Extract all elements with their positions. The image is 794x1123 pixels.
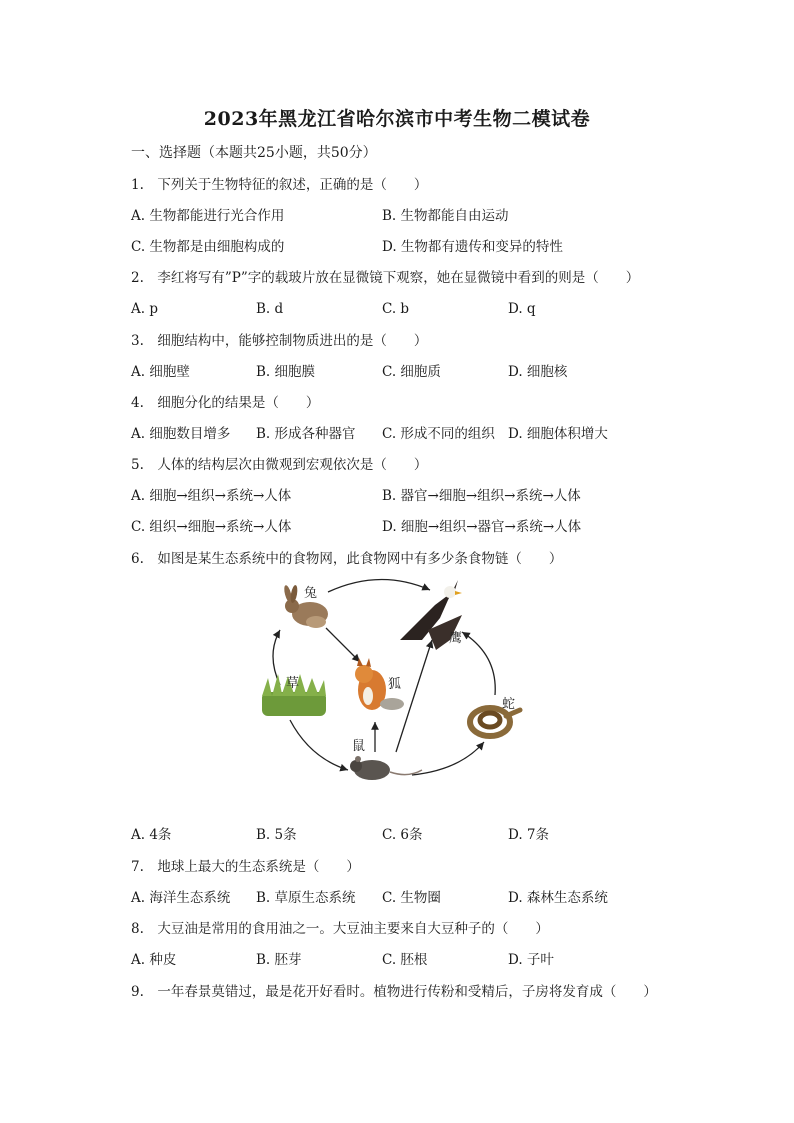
q8-option-a: A. 种皮 [131,952,177,968]
page-title: 2023年黑龙江省哈尔滨市中考生物二模试卷 [203,108,591,130]
q2-option-c: C. b [382,301,410,317]
question-2-stem: 2. 李红将写有”P”字的载玻片放在显微镜下观察，她在显微镜中看到的则是（ ） [131,270,640,286]
q3-option-a: A. 细胞壁 [131,364,190,380]
q8-option-b: B. 胚芽 [256,952,302,968]
label-mouse: 鼠 [352,739,366,754]
arrow-grass-rabbit [273,630,280,685]
q2-option-d: D. q [508,301,536,317]
q4-option-b: B. 形成各种器官 [256,426,356,442]
arrow-grass-mouse [290,720,348,770]
question-5-stem: 5. 人体的结构层次由微观到宏观依次是（ ） [131,457,428,473]
q3-option-b: B. 细胞膜 [256,364,316,380]
question-7-stem: 7. 地球上最大的生态系统是（ ） [131,859,360,875]
label-fox: 狐 [388,677,402,692]
q7-option-d: D. 森林生态系统 [508,890,608,906]
question-1-stem: 1. 下列关于生物特征的叙述，正确的是（ ） [131,177,428,193]
arrow-snake-eagle [462,632,495,695]
question-6-stem: 6. 如图是某生态系统中的食物网，此食物网中有多少条食物链（ ） [131,551,563,567]
q1-option-a: A. 生物都能进行光合作用 [131,208,285,224]
q8-option-d: D. 子叶 [508,952,554,968]
q1-option-c: C. 生物都是由细胞构成的 [131,239,285,255]
q3-option-c: C. 细胞质 [382,364,441,380]
q4-option-d: D. 细胞体积增大 [508,426,608,442]
q3-option-d: D. 细胞核 [508,364,568,380]
section-heading: 一、选择题（本题共25小题，共50分） [131,145,377,161]
q6-option-d: D. 7条 [508,827,550,843]
question-9-stem: 9. 一年春景莫错过，最是花开好看时。植物进行传粉和受精后，子房将发育成（ ） [131,984,657,1000]
arrow-mouse-snake [412,742,484,775]
q5-option-a: A. 细胞→组织→系统→人体 [131,488,292,504]
label-grass: 草 [286,676,300,691]
q5-option-b: B. 器官→细胞→组织→系统→人体 [382,488,581,504]
question-4-stem: 4. 细胞分化的结果是（ ） [131,395,320,411]
q5-option-d: D. 细胞→组织→器官→系统→人体 [382,519,582,535]
snake-icon [470,708,520,736]
q2-option-a: A. p [131,301,158,317]
q4-option-a: A. 细胞数目增多 [131,426,231,442]
label-rabbit: 兔 [304,586,318,601]
question-3-stem: 3. 细胞结构中，能够控制物质进出的是（ ） [131,333,428,349]
q8-option-c: C. 胚根 [382,952,428,968]
label-eagle: 鹰 [449,631,463,646]
mouse-icon [350,756,422,780]
q7-option-c: C. 生物圈 [382,890,441,906]
q6-option-a: A. 4条 [131,827,172,843]
q5-option-c: C. 组织→细胞→系统→人体 [131,519,292,535]
q4-option-c: C. 形成不同的组织 [382,426,495,442]
arrow-rabbit-fox [326,628,360,662]
q6-option-b: B. 5条 [256,827,297,843]
q1-option-b: B. 生物都能自由运动 [382,208,509,224]
q7-option-b: B. 草原生态系统 [256,890,356,906]
q2-option-b: B. d [256,301,284,317]
label-snake: 蛇 [502,697,516,712]
food-web-diagram [250,570,550,800]
q1-option-d: D. 生物都有遗传和变异的特性 [382,239,563,255]
arrow-rabbit-eagle [328,579,430,592]
arrow-mouse-eagle [396,640,432,752]
q6-option-c: C. 6条 [382,827,423,843]
q7-option-a: A. 海洋生态系统 [131,890,231,906]
question-8-stem: 8. 大豆油是常用的食用油之一。大豆油主要来自大豆种子的（ ） [131,921,549,937]
